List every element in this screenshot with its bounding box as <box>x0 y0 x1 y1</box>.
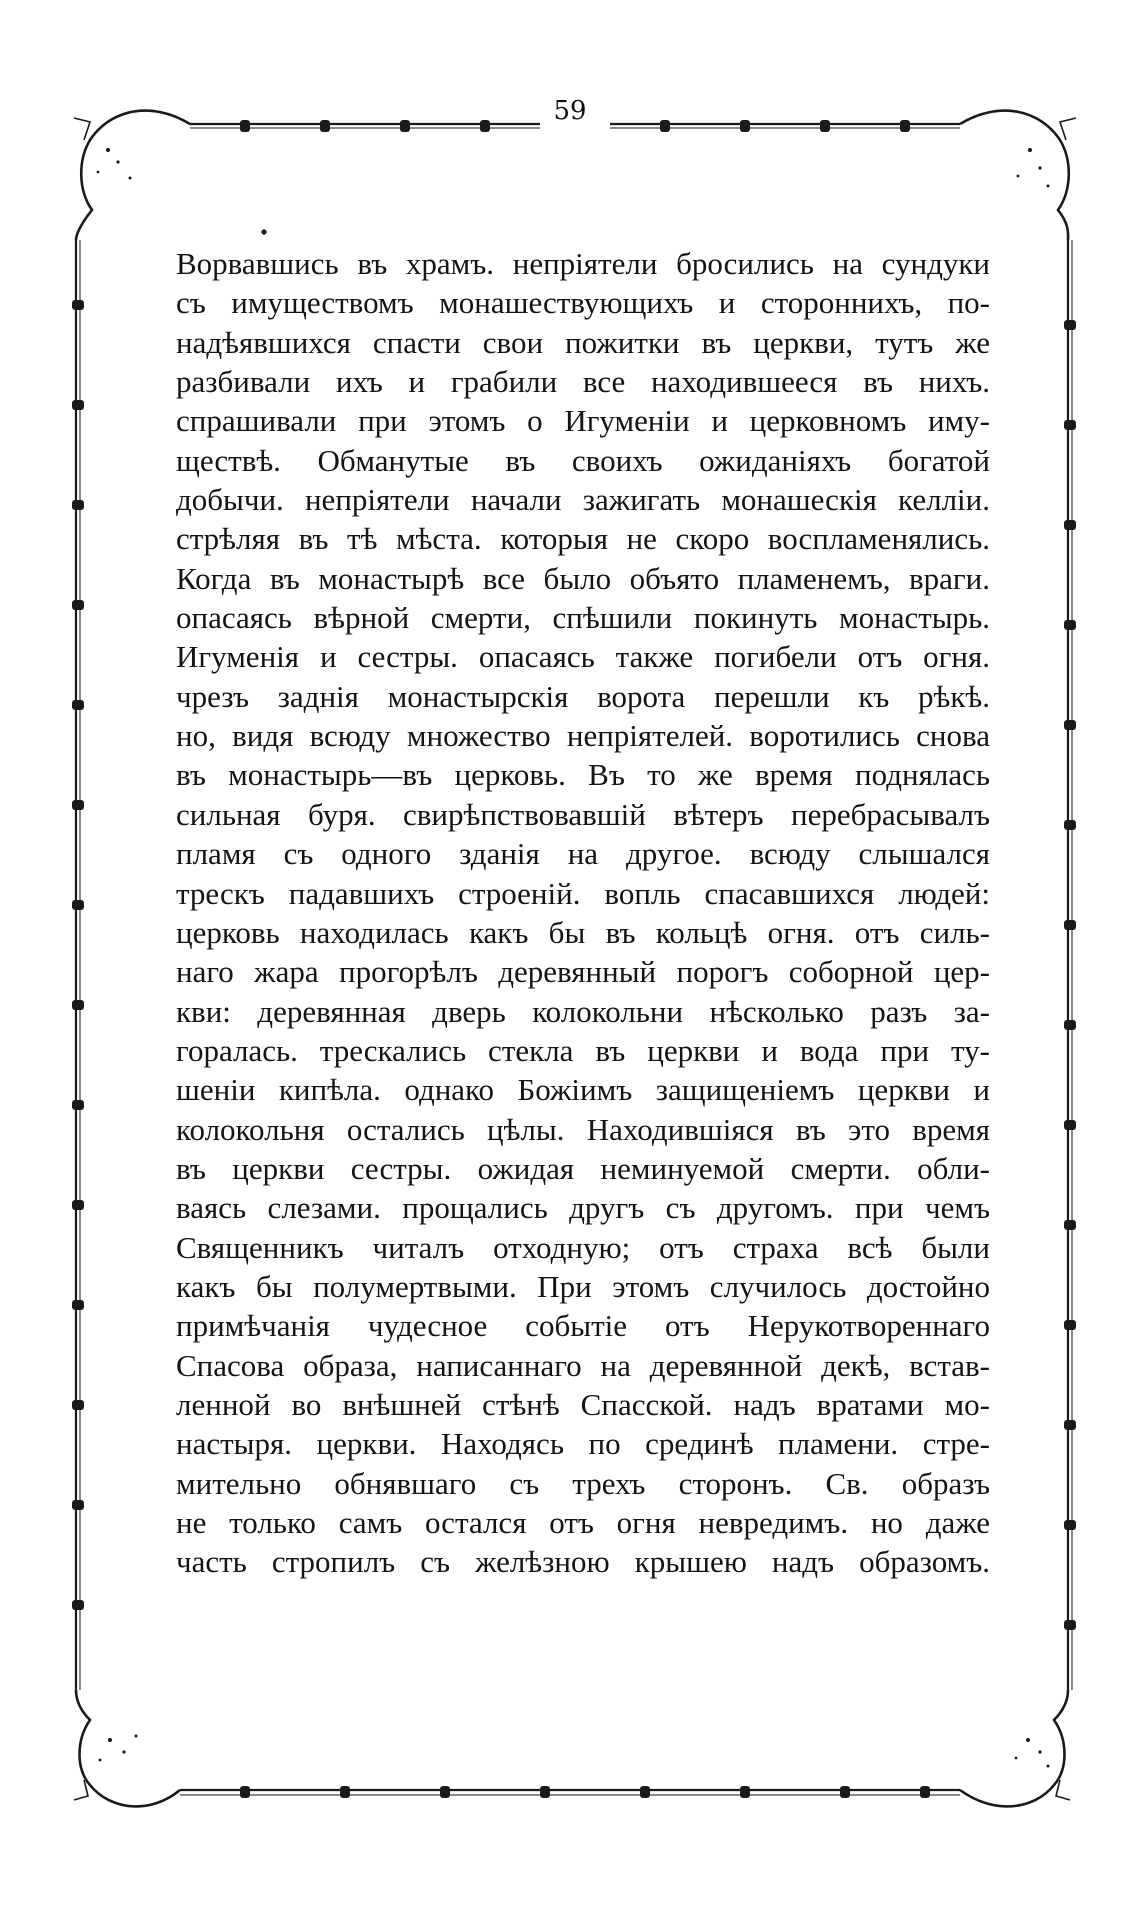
text-line: спрашивали при этомъ о Игуменіи и церковномъ иму- <box>176 403 990 439</box>
text-line: въ монастырь—въ церковь. Въ то же время поднялась <box>176 757 990 793</box>
text-line: Когда въ монастырѣ все было объято пламенемъ, враги. <box>176 560 990 596</box>
text-line: Игуменія и сестры. опасаясь также погибели отъ огня. <box>176 639 990 675</box>
text-line: церковь находилась какъ бы въ кольцѣ огня. отъ силь- <box>176 914 990 950</box>
text-line: трескъ падавшихъ строеній. вопль спасавшихся людей: <box>176 875 990 911</box>
text-line: въ церкви сестры. ожидая неминуемой смерти. обли- <box>176 1150 990 1186</box>
text-line: примѣчанія чудесное событіе отъ Нерукотвореннаго <box>176 1308 990 1344</box>
text-line: разбивали ихъ и грабили все находившееся въ нихъ. <box>176 364 990 400</box>
text-line: опасаясь вѣрной смерти, спѣшили покинуть монастырь. <box>176 600 990 636</box>
text-line: часть стропилъ съ желѣзною крышею надъ образомъ. <box>176 1544 990 1580</box>
text-line: сильная буря. свирѣпствовавшій вѣтеръ перебрасывалъ <box>176 796 990 832</box>
text-line: но, видя всюду множество непріятелей. воротились снова <box>176 718 990 754</box>
text-line: стрѣляя въ тѣ мѣста. которыя не скоро воспламенялись. <box>176 521 990 557</box>
body-text <box>176 244 990 1582</box>
text-line: ваясь слезами. прощались другъ съ другомъ. при чемъ <box>176 1190 990 1226</box>
text-line: какъ бы полумертвыми. При этомъ случилось достойно <box>176 1268 990 1304</box>
text-line: надѣявшихся спасти свои пожитки въ церкви, тутъ же <box>176 324 990 360</box>
text-line: колокольня остались цѣлы. Находившіяся въ это время <box>176 1111 990 1147</box>
text-line: кви: деревянная дверь колокольни нѣсколько разъ за- <box>176 993 990 1029</box>
text-line: не только самъ остался отъ огня невредимъ. но даже <box>176 1505 990 1540</box>
text-line: Священникъ читалъ отходную; отъ страха всѣ были <box>176 1229 990 1265</box>
text-line: горалась. трескались стекла въ церкви и вода при ту- <box>176 1032 990 1068</box>
text-line: шеніи кипѣла. однако Божіимъ защищеніемъ церкви и <box>176 1072 990 1108</box>
text-line: чрезъ заднія монастырскія ворота перешли къ рѣкѣ. <box>176 678 990 714</box>
text-line: добычи. непріятели начали зажигать монашескія келліи. <box>176 482 990 518</box>
text-line: мительно обнявшаго съ трехъ сторонъ. Св. образъ <box>176 1465 990 1501</box>
text-line: наго жара прогорѣлъ деревянный порогъ соборной цер- <box>176 954 990 990</box>
text-line: ществѣ. Обманутые въ своихъ ожиданіяхъ богатой <box>176 442 990 478</box>
text-line: съ имуществомъ монашествующихъ и стороннихъ, по- <box>176 285 990 321</box>
text-line: пламя съ одного зданія на другое. всюду слышался <box>176 836 990 872</box>
page-number: 59 <box>553 96 587 126</box>
text-line: ленной во внѣшней стѣнѣ Спасской. надъ вратами мо- <box>176 1386 990 1422</box>
text-line: Ворвавшись въ храмъ. непріятели бросились на сундуки <box>176 246 990 281</box>
text-line: настыря. церкви. Находясь по срединѣ пламени. стре- <box>176 1426 990 1462</box>
text-line: Спасова образа, написаннаго на деревянной декѣ, встав- <box>176 1347 990 1383</box>
